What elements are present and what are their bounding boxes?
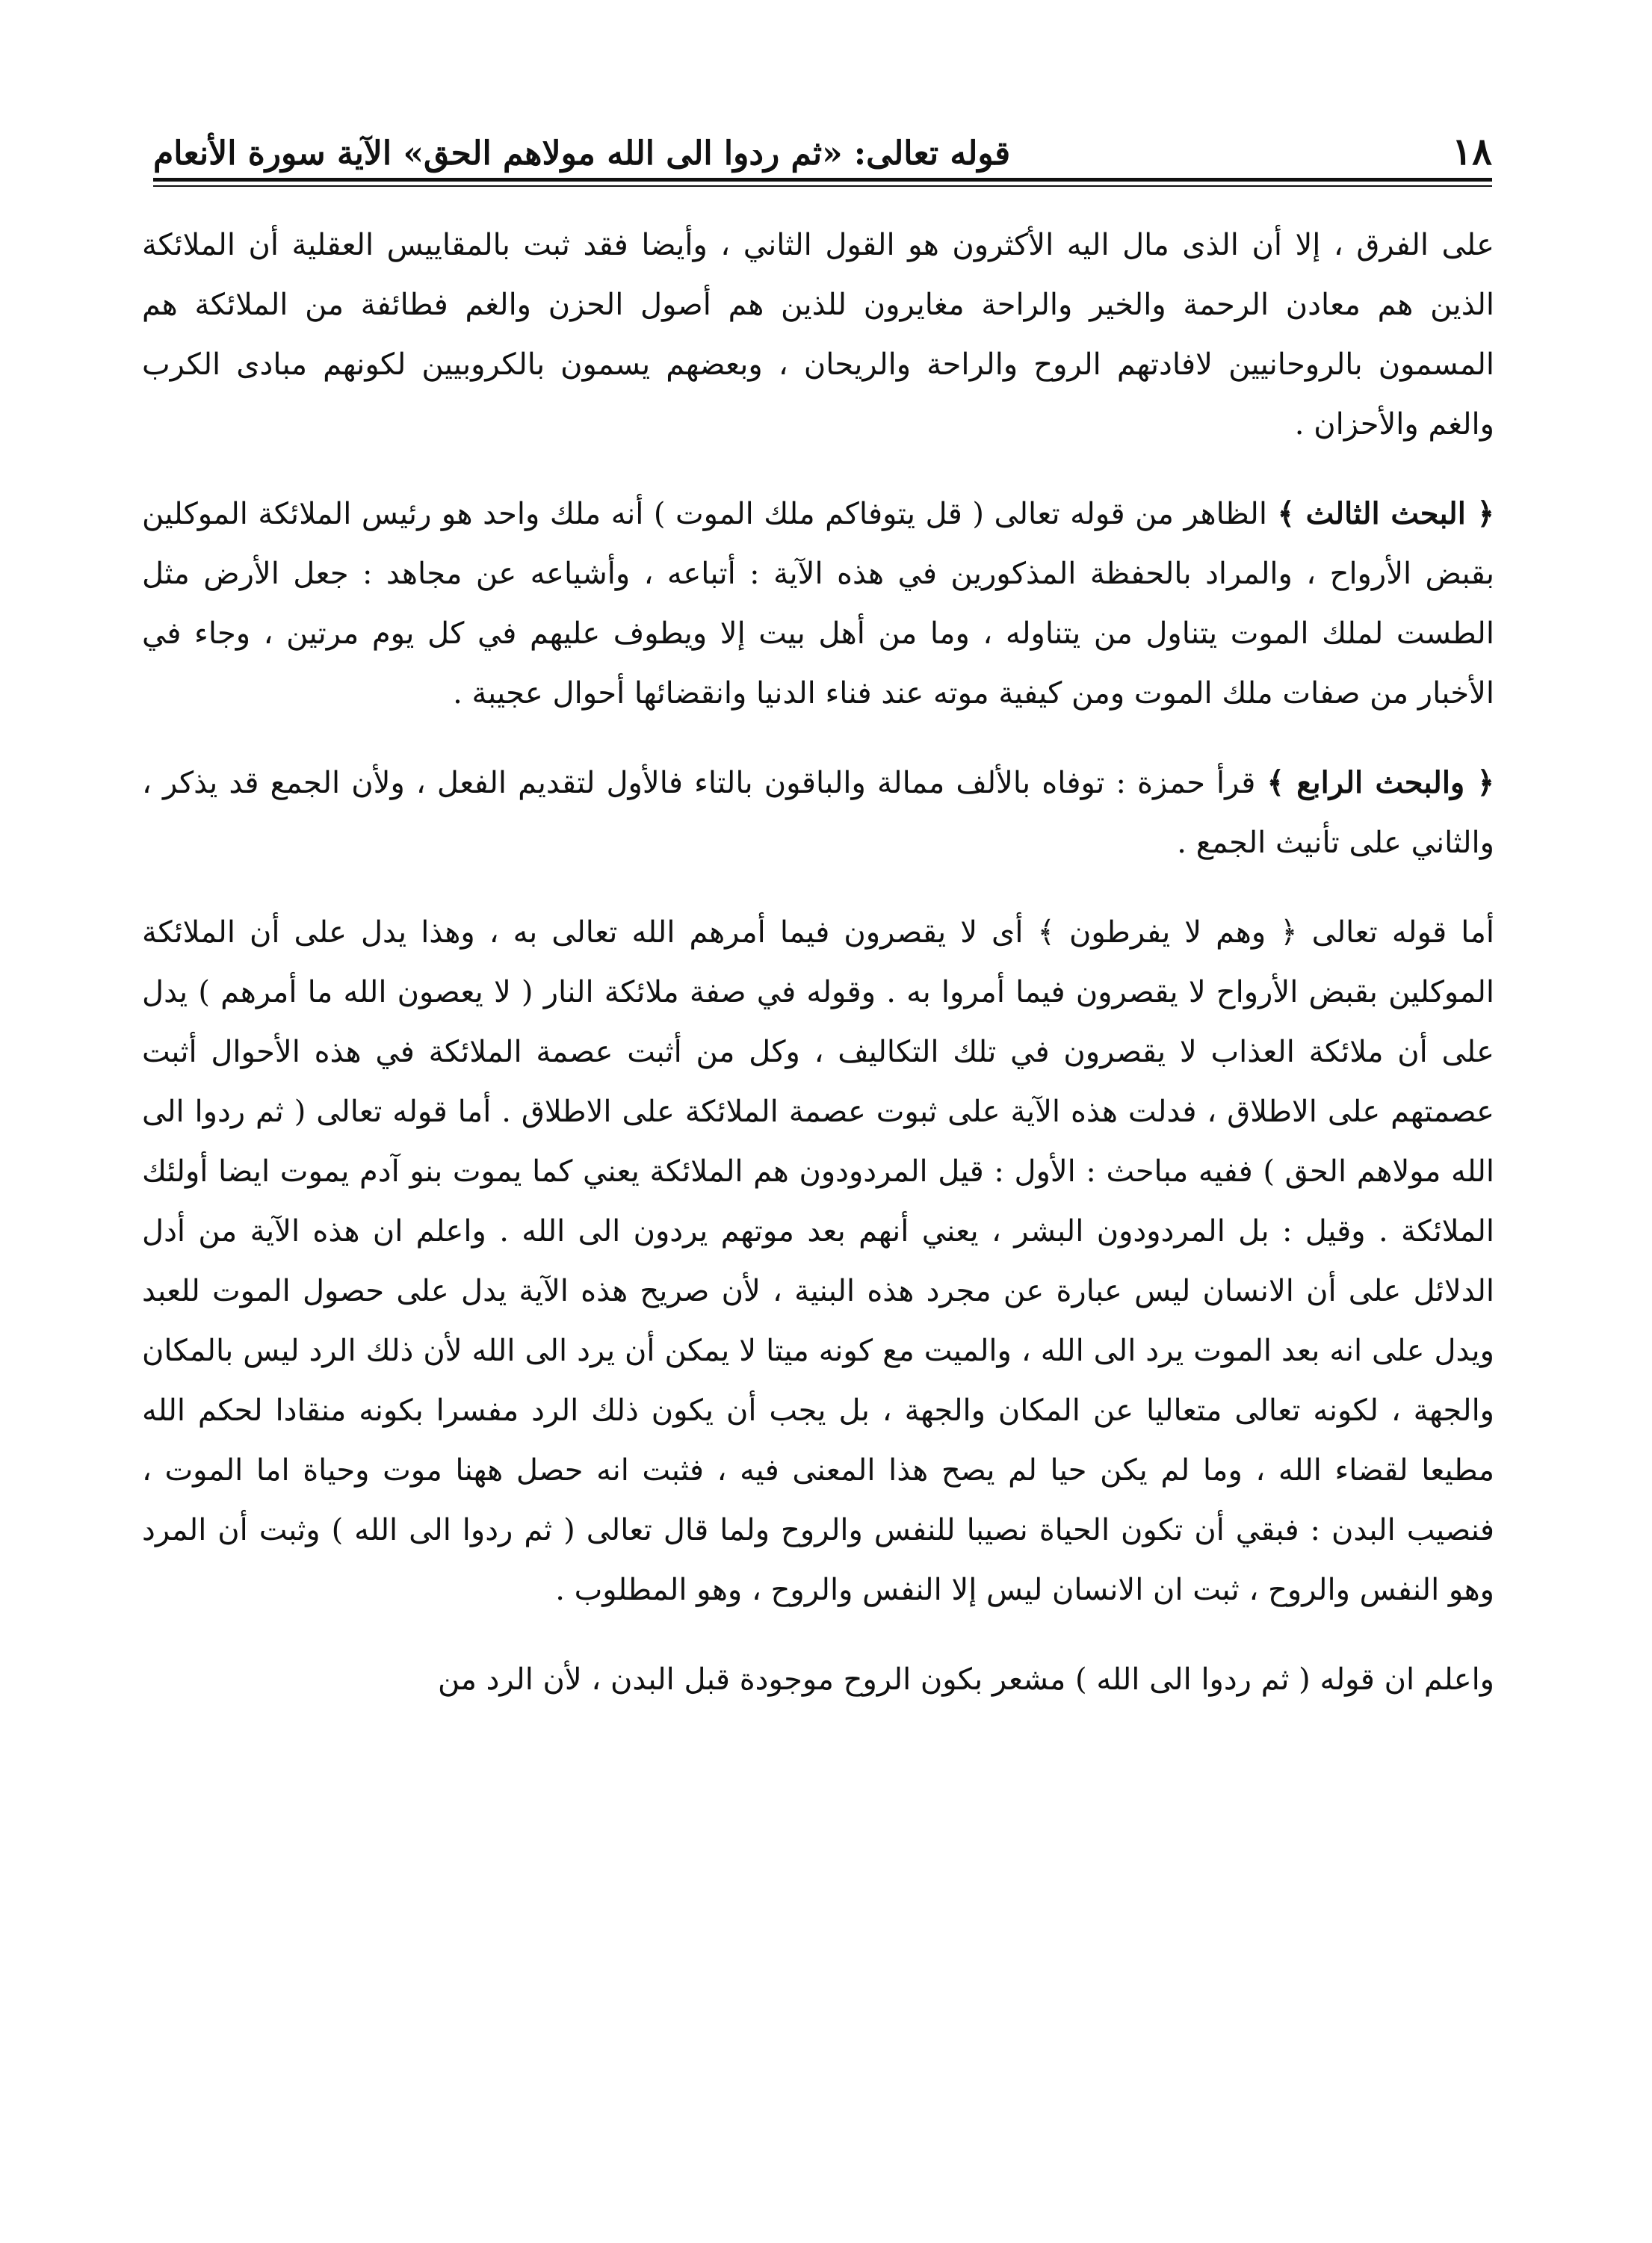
paragraph-4-text: أما قوله تعالى ﴿ وهم لا يفرطون ﴾ أى لا يقصرون فيما أمرهم الله تعالى به ، وهذا يدل على أن الملائكة الموكلين بقبض الأرواح لا يقصرون فيما أمروا به . وقوله في صفة ملائكة النار ( لا يعصون الله ما أمرهم ) يدل على أن ملائكة العذاب لا يقصرون في تلك التكاليف ، وكل من أثبت عصمة الملائكة في هذه الأحوال أثبت عصمتهم على الاطلاق ، فدلت هذه الآية على ثبوت عصمة الملائكة على الاطلاق . أما قوله تعالى ( ثم ردوا الى الله مولاهم الحق ) ففيه مباحث : الأول : قيل المردودون هم الملائكة يعني كما يموت بنو آدم يموت ايضا أولئك الملائكة . وقيل : بل المردودون البشر ، يعني أنهم بعد موتهم يردون الى الله . واعلم ان هذه الآية من أدل الدلائل على أن الانسان ليس عبارة عن مجرد هذه البنية ، لأن صريح هذه الآية يدل على حصول الموت للعبد ويدل على انه بعد الموت يرد الى الله ، والميت مع كونه ميتا لا يمكن أن يرد الى الله لأن ذلك الرد ليس بالمكان والجهة ، لكونه تعالى متعاليا عن المكان والجهة ، بل يجب أن يكون ذلك الرد مفسرا بكونه منقادا لحكم الله مطيعا لقضاء الله ، وما لم يكن حيا لم يصح هذا المعنى فيه ، فثبت انه حصل ههنا موت وحياة اما الموت ، فنصيب البدن : فبقي أن تكون الحياة نصيبا للنفس والروح ولما قال تعالى ( ثم ردوا الى الله ) وثبت أن المرد وهو النفس والروح ، ثبت ان الانسان ليس إلا النفس والروح ، وهو المطلوب . (142, 915, 1495, 1607)
page-number: ١٨ (1452, 129, 1492, 173)
paragraph-3 (142, 753, 1494, 873)
paragraph-4 (142, 903, 1494, 1620)
paragraph-1-text: على الفرق ، إلا أن الذى مال اليه الأكثرون هو القول الثاني ، وأيضا فقد ثبت بالمقاييس العقلية أن الملائكة الذين هم معادن الرحمة والخير والراحة مغايرون للذين هم أصول الحزن والغم فطائفة من الملائكة هم المسمون بالروحانيين لافادتهم الروح والراحة والريحان ، وبعضهم يسمون بالكروبيين لكونهم مبادى الكرب والغم والأحزان . (142, 228, 1494, 442)
section-heading-third: ﴿ البحث الثالث ﴾ (1277, 496, 1495, 531)
page-header (153, 111, 1492, 173)
paragraph-3-text: قرأ حمزة : توفاه بالألف ممالة والباقون بالتاء فالأول لتقديم الفعل ، ولأن الجمع قد يذكر ، والثاني على تأنيث الجمع . (142, 766, 1494, 860)
paragraph-1 (142, 215, 1494, 454)
paragraph-5 (142, 1650, 1494, 1710)
header-rule (153, 178, 1492, 182)
paragraph-5-text: واعلم ان قوله ( ثم ردوا الى الله ) مشعر بكون الروح موجودة قبل البدن ، لأن الرد من (438, 1662, 1494, 1697)
paragraph-2 (142, 484, 1494, 723)
section-heading-fourth: ﴿ والبحث الرابع ﴾ (1266, 765, 1495, 800)
header-rule-secondary (153, 185, 1492, 187)
page-body (142, 215, 1494, 1710)
paragraph-2-text: الظاهر من قوله تعالى ( قل يتوفاكم ملك الموت ) أنه ملك واحد هو رئيس الملائكة الموكلين بقبض الأرواح ، والمراد بالحفظة المذكورين في هذه الآية : أتباعه ، وأشياعه عن مجاهد : جعل الأرض مثل الطست لملك الموت يتناول من يتناوله ، وما من أهل بيت إلا ويطوف عليهم في كل يوم مرتين ، وجاء في الأخبار من صفات ملك الموت ومن كيفية موته عند فناء الدنيا وانقضائها أحوال عجيبة . (142, 497, 1494, 711)
running-title: قوله تعالى: «ثم ردوا الى الله مولاهم الحق» الآية سورة الأنعام (153, 134, 1011, 173)
